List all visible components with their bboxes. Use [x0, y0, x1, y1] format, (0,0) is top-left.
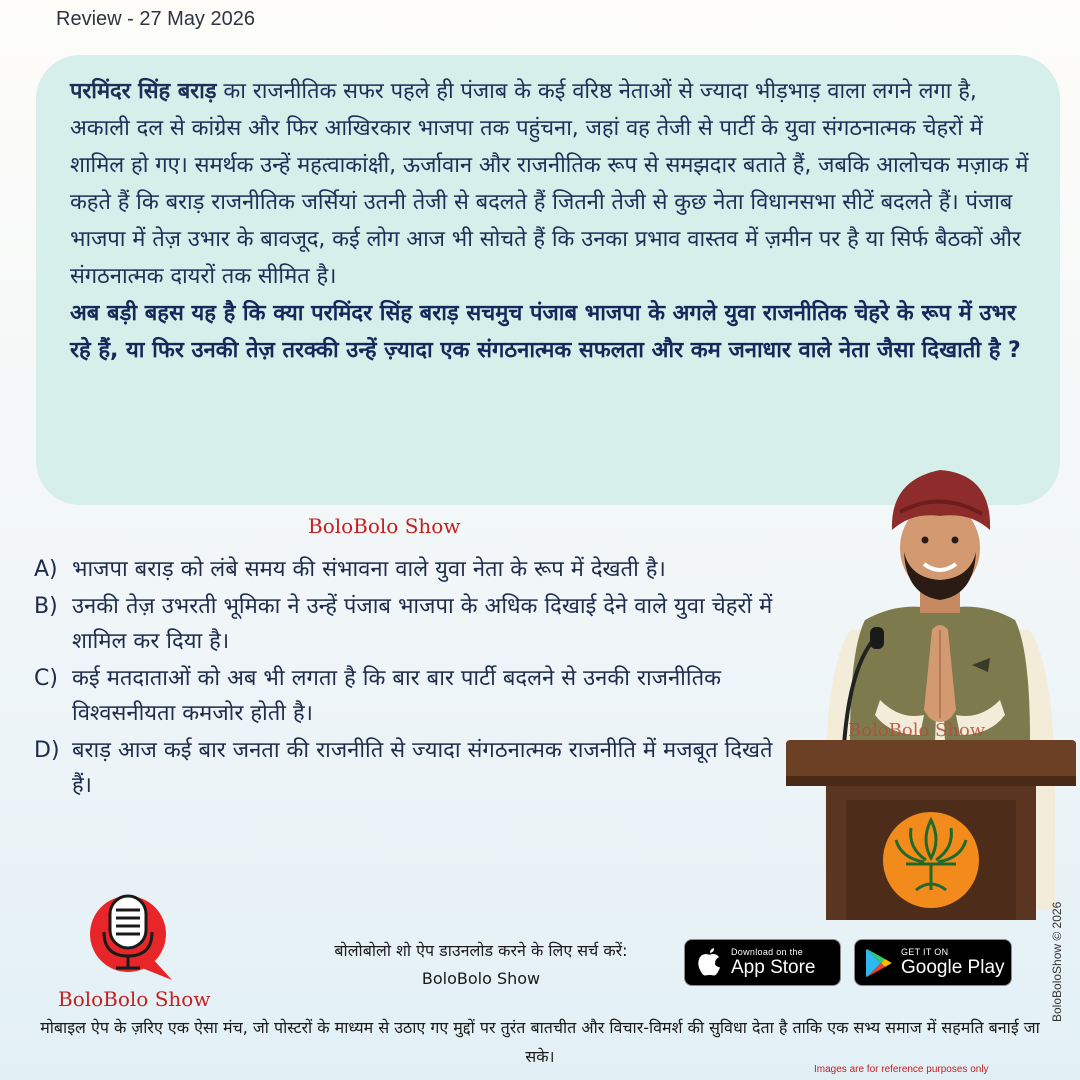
app-store-label: App Store — [731, 956, 816, 978]
option-letter: A) — [34, 557, 58, 582]
option-d[interactable] — [34, 733, 794, 803]
podium-watermark: BoloBolo Show — [848, 720, 986, 741]
app-store-small-label: Download on the — [731, 946, 804, 957]
copyright-text: BoloBoloShow © 2026 — [1050, 901, 1064, 1022]
politician-name: परमिंदर सिंह बराड़ — [70, 79, 217, 104]
download-prompt-line1: बोलोबोलो शो ऐप डाउनलोड करने के लिए सर्च करें: — [334, 941, 628, 960]
debate-question: अब बड़ी बहस यह है कि क्या परमिंदर सिंह बराड़ सचमुच पंजाब भाजपा के अगले युवा राजनीतिक चेहरे के रूप में उभर रहे हैं, या फिर उनकी तेज़ तरक्की उन्हें ज़्यादा एक संगठनात्मक सफलता और कम जनाधार वाले नेता जैसा दिखाती है ? — [70, 301, 1021, 363]
podcast-mic-logo-icon — [82, 888, 178, 984]
google-play-button[interactable] — [854, 939, 1012, 986]
app-store-button[interactable] — [684, 939, 841, 986]
question-card — [36, 55, 1060, 505]
footer-description: मोबाइल ऐप के ज़रिए एक ऐसा मंच, जो पोस्टरों के माध्यम से उठाए गए मुद्दों पर तुरंत बातचीत और विचार-विमर्श की सुविधा देता है ताकि एक सभ्य समाज में सहमति बनाई जा सके। — [40, 1018, 1040, 1066]
option-text: भाजपा बराड़ को लंबे समय की संभावना वाले युवा नेता के रूप में देखती है। — [72, 557, 666, 582]
option-text: कई मतदाताओं को अब भी लगता है कि बार बार पार्टी बदलने से उनकी राजनीतिक विश्वसनीयता कमजोर होती है। — [72, 666, 722, 726]
brand-logo-text: BoloBolo Show — [58, 987, 211, 1011]
disclaimer-text: Images are for reference purposes only — [814, 1064, 989, 1075]
download-prompt-line2: BoloBolo Show — [421, 969, 541, 988]
google-play-icon — [865, 948, 893, 978]
option-letter: B) — [34, 594, 58, 619]
podium — [786, 740, 1076, 920]
option-letter: C) — [34, 666, 58, 691]
apple-icon — [697, 948, 723, 978]
option-c[interactable] — [34, 661, 794, 731]
brand-watermark: BoloBolo Show — [308, 514, 461, 538]
option-text: बराड़ आज कई बार जनता की राजनीति से ज्यादा संगठनात्मक राजनीति में मजबूत दिखते हैं। — [72, 738, 773, 798]
context-text: का राजनीतिक सफर पहले ही पंजाब के कई वरिष्ठ नेताओं से ज्यादा भीड़भाड़ वाला लगने लगा है, अकाली दल से कांग्रेस और फिर आखिरकार भाजपा तक पहुंचना, जहां वह तेजी से पार्टी के युवा संगठनात्मक चेहरों में शामिल हो गए। समर्थक उन्हें महत्वाकांक्षी, ऊर्जावान और राजनीतिक रूप से समझदार बताते हैं, जबकि आलोचक मज़ाक में कहते हैं कि बराड़ राजनीतिक जर्सियां उतनी तेजी से बदलते हैं जितनी तेजी से कुछ नेता विधानसभा सीटें बदलते हैं। पंजाब भाजपा में तेज़ उभार के बावजूद, कई लोग आज भी सोचते हैं कि उनका प्रभाव वास्तव में ज़मीन पर है या सिर्फ बैठकों और संगठनात्मक दायरों तक सीमित है। — [70, 79, 1029, 289]
option-letter: D) — [34, 738, 60, 763]
google-play-label: Google Play — [901, 956, 1005, 978]
option-text: उनकी तेज़ उभरती भूमिका ने उन्हें पंजाब भाजपा के अधिक दिखाई देने वाले युवा चेहरों में शामिल कर दिया है। — [72, 594, 773, 654]
context-paragraph — [70, 73, 1032, 295]
google-play-small-label: GET IT ON — [901, 946, 949, 957]
review-date: Review - 27 May 2026 — [56, 8, 255, 30]
poll-options — [34, 552, 794, 805]
option-a[interactable] — [34, 552, 794, 587]
download-prompt — [296, 937, 666, 993]
option-b[interactable] — [34, 589, 794, 659]
